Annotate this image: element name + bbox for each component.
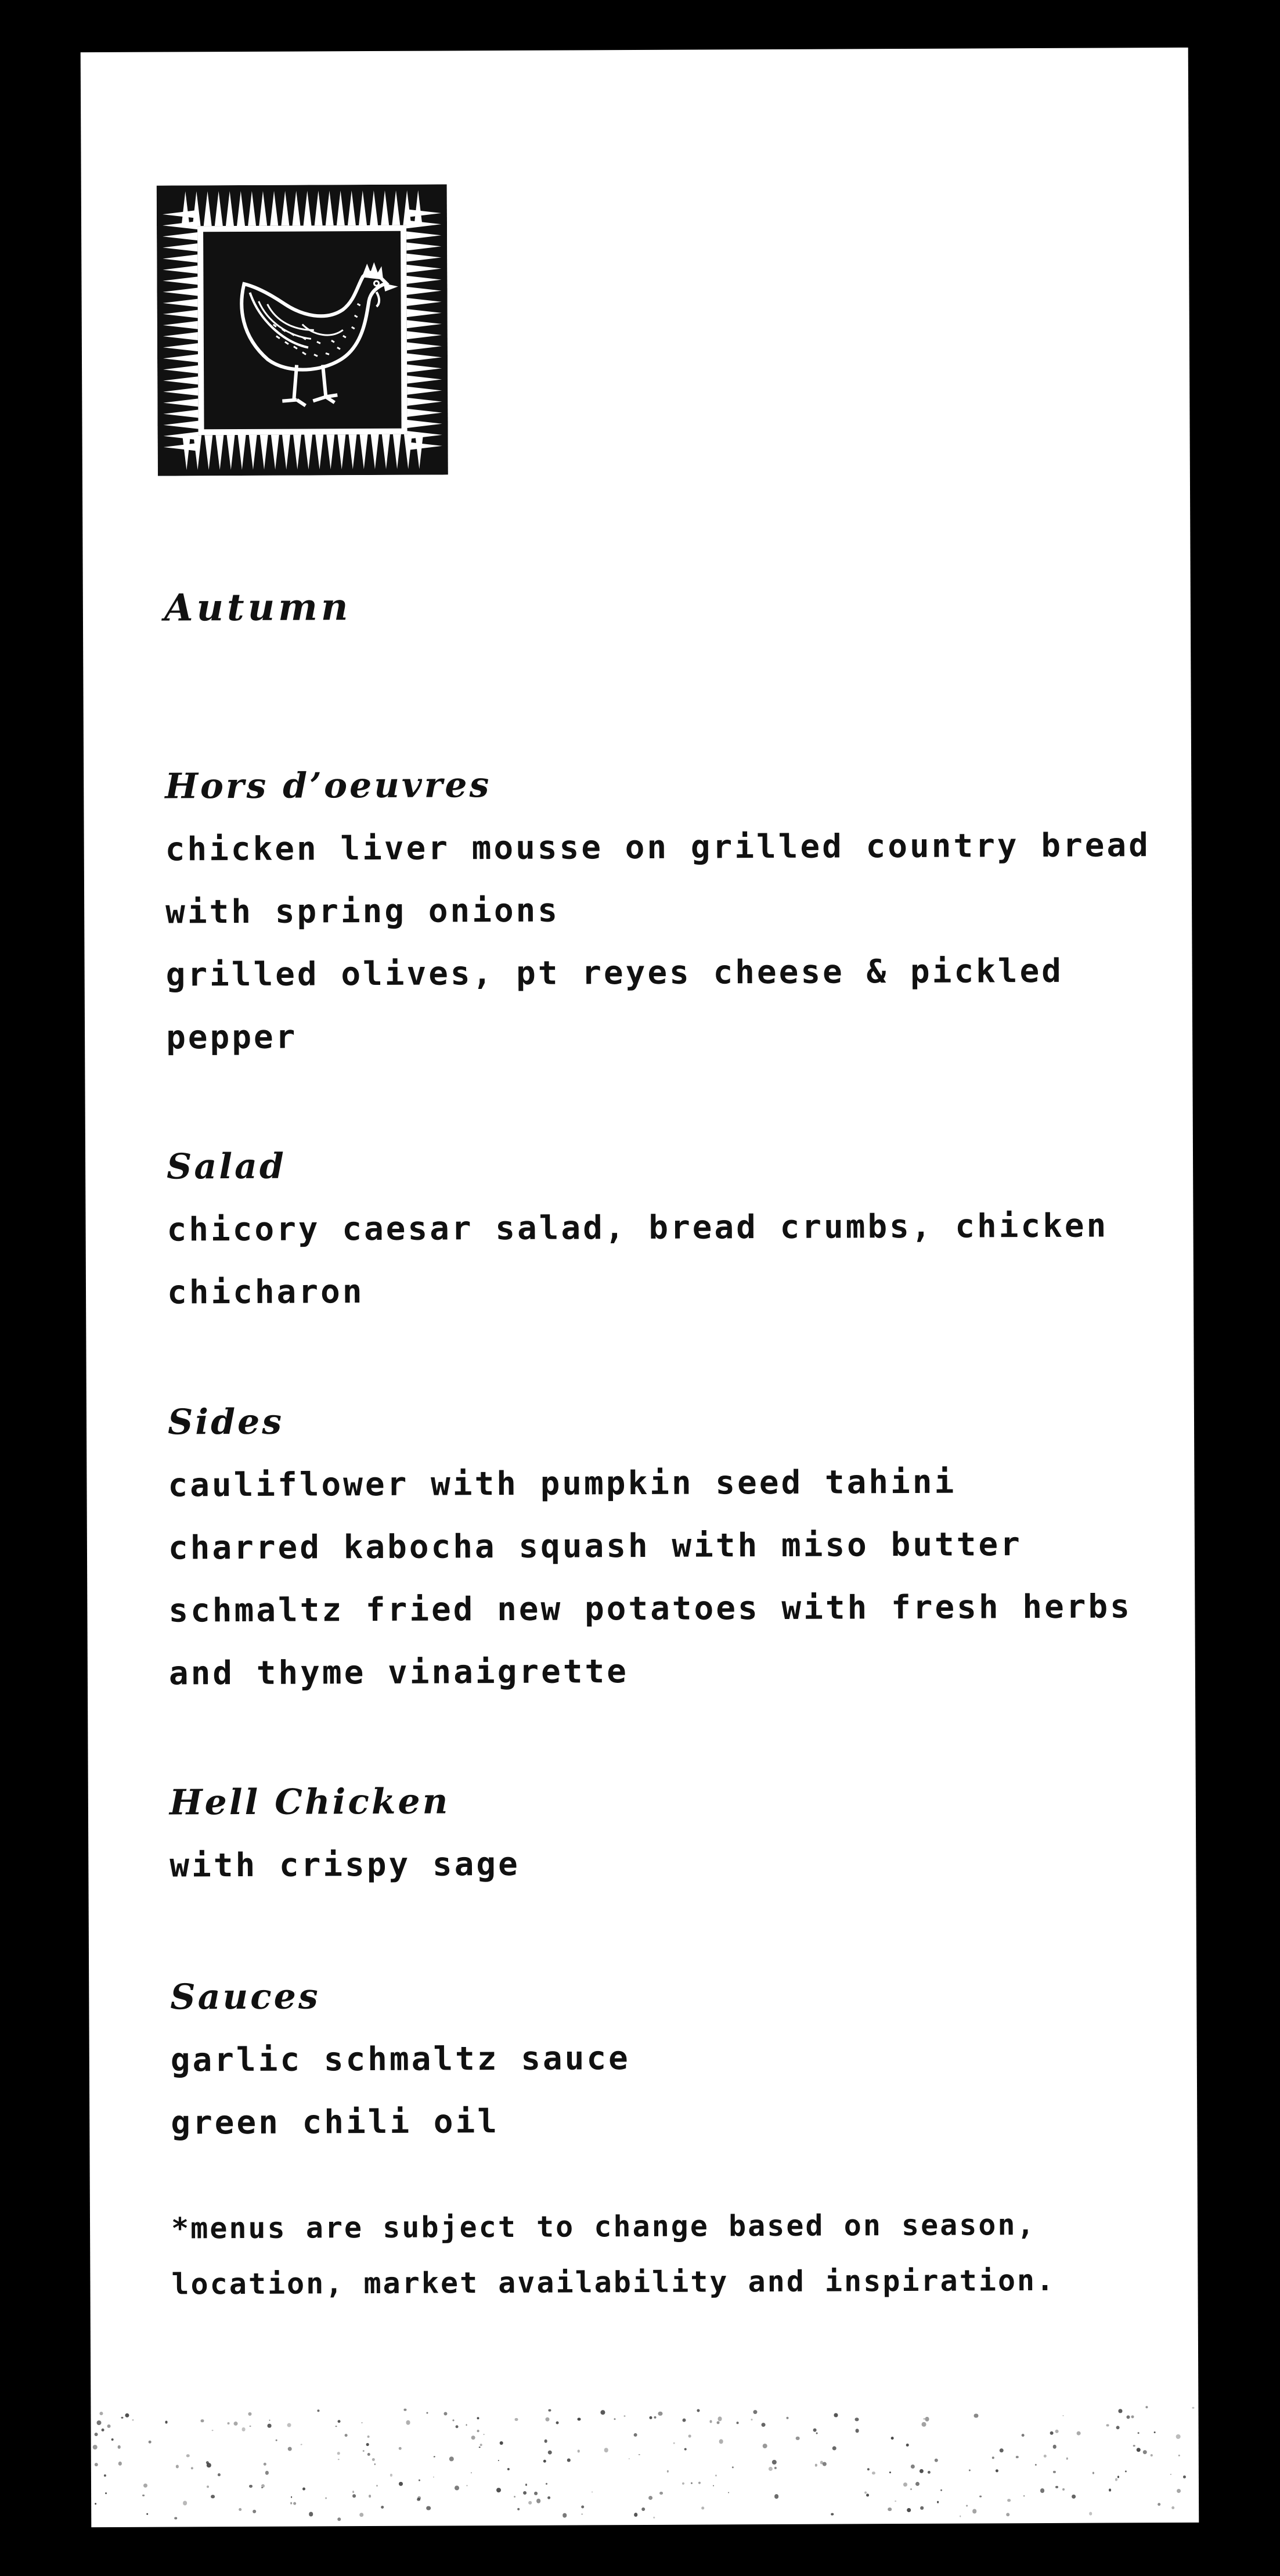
noise-speck: [831, 2513, 834, 2516]
noise-speck: [996, 2469, 998, 2472]
noise-speck: [751, 2419, 752, 2420]
noise-speck: [1170, 2474, 1171, 2475]
menu-item: chicharon: [167, 1273, 365, 1312]
noise-speck: [855, 2429, 859, 2433]
noise-speck: [360, 2513, 364, 2517]
noise-speck: [483, 2434, 484, 2435]
noise-speck: [404, 2409, 406, 2411]
noise-speck: [719, 2440, 723, 2444]
noise-speck: [1053, 2445, 1057, 2448]
noise-speck: [417, 2498, 420, 2501]
noise-speck: [888, 2507, 892, 2511]
noise-speck: [1040, 2488, 1045, 2493]
noise-speck: [823, 2462, 827, 2466]
noise-speck: [99, 2412, 103, 2415]
noise-speck: [507, 2468, 510, 2471]
noise-speck: [813, 2429, 817, 2432]
noise-speck: [336, 2426, 337, 2427]
noise-speck: [600, 2410, 605, 2415]
noise-speck: [1127, 2415, 1130, 2419]
noise-speck: [567, 2459, 571, 2462]
noise-speck: [922, 2422, 926, 2426]
noise-speck: [372, 2458, 375, 2462]
noise-speck: [291, 2496, 293, 2498]
noise-speck: [125, 2413, 129, 2417]
noise-speck: [525, 2484, 527, 2485]
noise-speck: [614, 2418, 616, 2420]
noise-speck: [545, 2417, 549, 2422]
noise-speck: [419, 2480, 420, 2481]
noise-speck: [1022, 2434, 1025, 2437]
noise-speck: [623, 2415, 625, 2417]
noise-speck: [709, 2420, 712, 2423]
noise-speck: [979, 2495, 982, 2498]
noise-speck: [496, 2488, 501, 2492]
noise-speck: [832, 2446, 836, 2450]
noise-speck: [921, 2506, 924, 2509]
noise-speck: [390, 2474, 392, 2476]
noise-speck: [337, 2420, 340, 2423]
noise-speck: [906, 2444, 909, 2447]
noise-speck: [728, 2492, 729, 2494]
noise-speck: [581, 2505, 584, 2508]
noise-speck: [688, 2435, 691, 2438]
noise-speck: [269, 2420, 270, 2421]
noise-speck: [142, 2494, 145, 2496]
noise-speck: [337, 2452, 340, 2454]
noise-speck: [345, 2434, 348, 2437]
noise-speck: [716, 2421, 719, 2424]
noise-speck: [1006, 2513, 1009, 2516]
noise-speck: [200, 2419, 204, 2423]
noise-speck: [937, 2501, 939, 2503]
noise-speck: [118, 2462, 122, 2466]
noise-speck: [1137, 2448, 1141, 2452]
noise-speck: [992, 2457, 994, 2459]
noise-speck: [143, 2484, 147, 2488]
noise-speck: [854, 2417, 859, 2422]
noise-speck: [261, 2487, 262, 2488]
noise-speck: [1035, 2464, 1037, 2466]
noise-speck: [548, 2409, 551, 2412]
noise-speck: [206, 2461, 209, 2464]
noise-speck: [104, 2474, 107, 2477]
noise-speck: [399, 2482, 403, 2486]
noise-speck: [717, 2417, 722, 2421]
noise-speck: [233, 2422, 237, 2426]
noise-speck: [94, 2433, 98, 2436]
disclaimer-line: *menus are subject to change based on season,: [171, 2208, 1036, 2246]
noise-speck: [309, 2512, 313, 2516]
noise-speck: [466, 2424, 467, 2426]
noise-speck: [966, 2505, 968, 2507]
noise-speck: [523, 2491, 527, 2494]
noise-speck: [547, 2496, 550, 2499]
noise-speck: [999, 2448, 1003, 2452]
noise-speck: [684, 2448, 687, 2450]
noise-speck: [786, 2417, 788, 2419]
noise-speck: [940, 2489, 942, 2491]
section-hell-chicken: [170, 1766, 1169, 1898]
noise-speck: [581, 2513, 583, 2515]
noise-speck: [928, 2471, 931, 2474]
noise-speck: [732, 2466, 734, 2468]
noise-speck: [702, 2507, 705, 2510]
noise-speck: [1124, 2470, 1126, 2472]
menu-item: pepper: [165, 1018, 298, 1057]
noise-speck: [175, 2517, 178, 2520]
menu-disclaimer: [171, 2196, 1170, 2312]
noise-speck: [477, 2430, 479, 2431]
menu-item: and thyme vinaigrette: [168, 1653, 629, 1693]
noise-speck: [1007, 2499, 1010, 2502]
noise-speck: [293, 2502, 296, 2505]
noise-speck: [697, 2409, 700, 2412]
noise-speck: [1177, 2489, 1181, 2493]
noise-speck: [816, 2433, 818, 2434]
noise-speck: [648, 2496, 652, 2500]
noise-speck: [653, 2517, 655, 2519]
noise-speck: [1066, 2458, 1068, 2459]
noise-speck: [543, 2460, 546, 2463]
season-title: Autumn: [164, 585, 352, 630]
noise-speck: [515, 2417, 518, 2421]
noise-speck: [866, 2494, 869, 2496]
noise-speck: [673, 2442, 675, 2444]
noise-speck: [471, 2472, 472, 2473]
noise-speck: [434, 2456, 435, 2458]
section-salad: [167, 1131, 1166, 1325]
noise-speck: [628, 2458, 629, 2459]
section-title: Sides: [167, 1401, 284, 1443]
noise-speck: [426, 2412, 428, 2413]
noise-speck: [276, 2440, 277, 2441]
noise-speck: [546, 2483, 547, 2484]
menu-item: chicken liver mousse on grilled country bread: [165, 826, 1151, 869]
noise-speck: [352, 2491, 355, 2493]
noise-speck: [1115, 2478, 1118, 2481]
noise-speck: [149, 2441, 152, 2444]
disclaimer-line: location, market availability and inspiration.: [171, 2263, 1056, 2301]
noise-speck: [338, 2459, 340, 2460]
scan-noise: [91, 2405, 1199, 2526]
noise-speck: [528, 2501, 532, 2505]
noise-speck: [761, 2423, 765, 2427]
noise-speck: [479, 2447, 480, 2448]
noise-speck: [814, 2464, 817, 2467]
noise-speck: [325, 2497, 327, 2499]
noise-speck: [925, 2417, 929, 2422]
noise-speck: [556, 2421, 558, 2424]
noise-speck: [667, 2470, 669, 2472]
noise-speck: [264, 2463, 266, 2466]
noise-speck: [1106, 2424, 1109, 2427]
noise-speck: [290, 2502, 293, 2505]
noise-speck: [753, 2410, 758, 2414]
noise-speck: [774, 2494, 779, 2499]
noise-speck: [698, 2481, 701, 2484]
noise-speck: [268, 2424, 271, 2427]
noise-speck: [1116, 2426, 1119, 2429]
noise-speck: [366, 2443, 369, 2445]
noise-speck: [381, 2506, 384, 2509]
noise-speck: [261, 2484, 265, 2487]
noise-speck: [772, 2460, 777, 2465]
section-title: Salad: [166, 1146, 287, 1188]
noise-speck: [763, 2444, 767, 2448]
noise-speck: [578, 2417, 581, 2421]
noise-speck: [1133, 2445, 1135, 2447]
section-title: Hell Chicken: [169, 1781, 450, 1823]
noise-speck: [1050, 2431, 1054, 2435]
noise-speck: [477, 2417, 479, 2419]
noise-speck: [1176, 2434, 1181, 2439]
noise-speck: [974, 2413, 978, 2417]
noise-speck: [1119, 2409, 1122, 2413]
noise-speck: [105, 2492, 107, 2494]
noise-speck: [1171, 2506, 1174, 2509]
noise-speck: [650, 2416, 652, 2419]
chicken-logo-icon: [157, 184, 448, 476]
noise-speck: [301, 2444, 302, 2445]
noise-speck: [895, 2501, 896, 2502]
noise-speck: [101, 2429, 104, 2431]
noise-speck: [517, 2508, 520, 2510]
noise-speck: [960, 2516, 961, 2517]
noise-speck: [654, 2416, 656, 2419]
noise-speck: [910, 2488, 912, 2490]
noise-speck: [207, 2485, 209, 2488]
noise-speck: [453, 2420, 455, 2422]
noise-speck: [287, 2423, 291, 2427]
menu-item: schmaltz fried new potatoes with fresh herbs: [168, 1588, 1133, 1630]
noise-speck: [444, 2412, 447, 2415]
noise-speck: [1076, 2431, 1081, 2435]
noise-speck: [1023, 2495, 1025, 2497]
noise-speck: [903, 2483, 907, 2487]
noise-speck: [248, 2412, 251, 2416]
noise-speck: [563, 2513, 567, 2517]
noise-speck: [93, 2445, 98, 2449]
noise-speck: [682, 2418, 686, 2422]
noise-speck: [969, 2469, 971, 2471]
noise-speck: [318, 2410, 320, 2412]
noise-speck: [641, 2507, 645, 2511]
noise-speck: [544, 2440, 547, 2443]
noise-speck: [691, 2482, 693, 2484]
noise-speck: [288, 2447, 292, 2451]
noise-speck: [111, 2438, 113, 2441]
noise-speck: [634, 2433, 637, 2437]
noise-speck: [399, 2447, 402, 2449]
noise-speck: [715, 2475, 717, 2477]
noise-speck: [1192, 2407, 1195, 2409]
noise-speck: [713, 2485, 714, 2487]
noise-speck: [1117, 2476, 1119, 2478]
noise-speck: [250, 2426, 251, 2427]
noise-speck: [455, 2486, 459, 2491]
section-title: Hors d’oeuvres: [165, 765, 492, 807]
noise-speck: [406, 2420, 410, 2425]
noise-speck: [682, 2482, 685, 2485]
noise-speck: [249, 2484, 253, 2488]
noise-speck: [363, 2450, 365, 2452]
noise-speck: [604, 2448, 608, 2452]
noise-speck: [1062, 2488, 1065, 2491]
noise-speck: [1143, 2450, 1147, 2454]
noise-speck: [212, 2430, 213, 2431]
menu-item: with crispy sage: [170, 1845, 520, 1885]
noise-speck: [165, 2421, 168, 2424]
noise-speck: [183, 2501, 188, 2505]
noise-speck: [265, 2471, 269, 2474]
noise-speck: [915, 2482, 920, 2486]
noise-speck: [96, 2420, 101, 2425]
noise-speck: [592, 2491, 593, 2493]
noise-speck: [426, 2506, 431, 2510]
noise-speck: [480, 2444, 482, 2446]
noise-speck: [95, 2503, 96, 2505]
noise-speck: [211, 2495, 214, 2498]
noise-speck: [253, 2510, 256, 2513]
noise-speck: [455, 2426, 458, 2429]
menu-item: grilled olives, pt reyes cheese & pickled: [165, 952, 1064, 994]
noise-speck: [737, 2422, 739, 2424]
noise-speck: [471, 2435, 475, 2440]
noise-speck: [634, 2513, 637, 2516]
noise-speck: [1089, 2512, 1092, 2515]
noise-speck: [890, 2437, 893, 2440]
noise-speck: [302, 2487, 305, 2490]
noise-speck: [872, 2471, 875, 2475]
noise-speck: [107, 2424, 110, 2428]
noise-speck: [514, 2496, 515, 2498]
noise-speck: [218, 2473, 221, 2476]
noise-speck: [449, 2457, 454, 2462]
noise-speck: [1137, 2432, 1139, 2434]
noise-speck: [239, 2508, 241, 2511]
menu-item: chicory caesar salad, bread crumbs, chicken: [167, 1207, 1109, 1249]
noise-speck: [369, 2495, 372, 2498]
section-title: Sauces: [170, 1976, 320, 2018]
noise-speck: [95, 2463, 98, 2466]
noise-speck: [433, 2477, 434, 2478]
noise-speck: [1016, 2456, 1019, 2459]
menu-content: [162, 48, 1160, 2301]
noise-speck: [1146, 2406, 1148, 2409]
noise-speck: [132, 2419, 134, 2420]
menu-item: green chili oil: [171, 2103, 500, 2142]
noise-speck: [774, 2467, 777, 2469]
noise-speck: [367, 2435, 370, 2438]
section-sides: [168, 1386, 1167, 1705]
noise-speck: [659, 2492, 662, 2495]
noise-speck: [241, 2427, 246, 2431]
noise-speck: [186, 2454, 190, 2458]
noise-speck: [1053, 2471, 1056, 2474]
noise-speck: [1072, 2495, 1076, 2499]
noise-speck: [867, 2468, 870, 2470]
noise-speck: [972, 2509, 977, 2513]
noise-speck: [1055, 2430, 1058, 2433]
noise-speck: [1109, 2489, 1111, 2491]
noise-speck: [227, 2422, 229, 2424]
noise-speck: [1158, 2503, 1161, 2506]
noise-speck: [577, 2449, 580, 2452]
noise-speck: [367, 2453, 370, 2456]
noise-speck: [466, 2485, 467, 2487]
noise-speck: [1178, 2455, 1180, 2456]
noise-speck: [121, 2416, 124, 2419]
noise-speck: [536, 2499, 541, 2503]
section-hors-doeuvres: [165, 750, 1164, 1069]
noise-speck: [796, 2437, 799, 2440]
noise-speck: [911, 2465, 915, 2469]
noise-speck: [117, 2445, 120, 2448]
menu-item: with spring onions: [165, 891, 560, 931]
noise-speck: [191, 2467, 193, 2469]
noise-speck: [548, 2451, 552, 2455]
noise-speck: [175, 2465, 179, 2468]
noise-speck: [498, 2460, 499, 2461]
noise-speck: [1044, 2455, 1047, 2458]
noise-speck: [1063, 2415, 1064, 2416]
noise-speck: [1092, 2471, 1095, 2474]
noise-speck: [1153, 2431, 1155, 2433]
noise-speck: [362, 2422, 363, 2423]
noise-speck: [920, 2469, 924, 2473]
noise-speck: [639, 2454, 640, 2456]
noise-speck: [658, 2412, 663, 2416]
noise-speck: [834, 2413, 838, 2417]
menu-page: [81, 48, 1199, 2527]
noise-speck: [935, 2459, 938, 2462]
noise-speck: [534, 2492, 538, 2495]
menu-item: charred kabocha squash with miso butter: [168, 1526, 1022, 1567]
noise-speck: [889, 2471, 891, 2473]
menu-item: cauliflower with pumpkin seed tahini: [168, 1463, 957, 1505]
section-sauces: [170, 1961, 1169, 2155]
noise-speck: [907, 2508, 911, 2512]
noise-speck: [1131, 2415, 1134, 2418]
noise-speck: [500, 2441, 503, 2445]
noise-speck: [146, 2513, 148, 2515]
menu-item: garlic schmaltz sauce: [170, 2039, 630, 2079]
noise-speck: [352, 2494, 356, 2498]
noise-speck: [1151, 2454, 1153, 2456]
noise-speck: [769, 2467, 773, 2471]
noise-speck: [374, 2463, 376, 2465]
noise-speck: [1055, 2486, 1058, 2488]
noise-speck: [376, 2485, 378, 2487]
noise-speck: [338, 2517, 341, 2521]
noise-speck: [1183, 2476, 1186, 2478]
